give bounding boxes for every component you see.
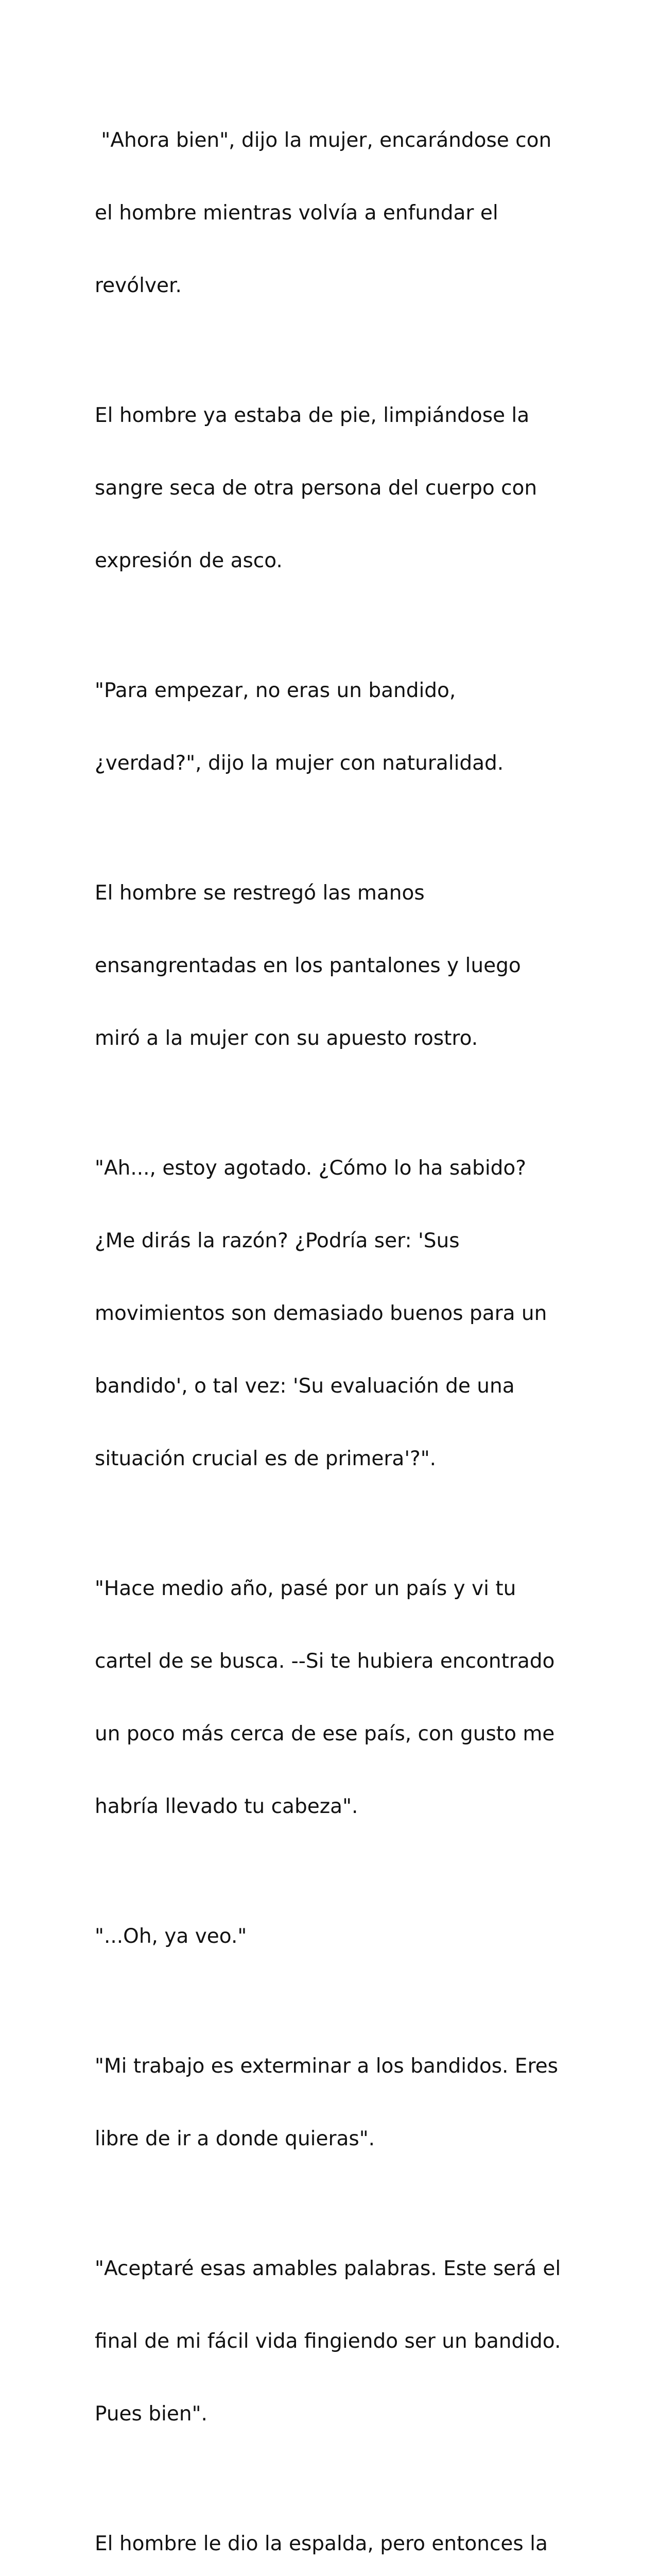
text-line: El hombre le dio la espalda, pero entonces la [95, 2532, 548, 2555]
paragraph [95, 2006, 574, 2199]
text-line: miró a la mujer con su apuesto rostro. [95, 1027, 478, 1050]
text-line: ensangrentadas en los pantalones y luego [95, 954, 521, 977]
text-line: libre de ir a donde quieras". [95, 2127, 375, 2150]
text-line: movimientos son demasiado buenos para un [95, 1302, 547, 1325]
text-line: revólver. [95, 274, 182, 297]
story-text [95, 80, 574, 2576]
text-line: habría llevado tu cabeza". [95, 1795, 358, 1818]
text-line: "...Oh, ya veo." [95, 1925, 247, 1948]
text-line: bandido', o tal vez: 'Su evaluación de una [95, 1375, 515, 1398]
text-line: final de mi fácil vida fingiendo ser un bandido. [95, 2330, 561, 2353]
paragraph [95, 1108, 574, 1519]
text-line: "Hace medio año, pasé por un país y vi tu [95, 1577, 516, 1600]
text-line: El hombre se restregó las manos [95, 882, 425, 905]
text-line: cartel de se busca. --Si te hubiera encontrado [95, 1650, 555, 1673]
paragraph [95, 630, 574, 824]
text-line: Pues bien". [95, 2402, 207, 2426]
text-line: el hombre mientras volvía a enfundar el [95, 201, 498, 225]
text-line: "Para empezar, no eras un bandido, [95, 679, 456, 702]
text-line: expresión de asco. [95, 549, 283, 572]
text-line: "Ah..., estoy agotado. ¿Cómo lo ha sabido? [95, 1157, 526, 1180]
text-line: "Aceptaré esas amables palabras. Este será el [95, 2257, 561, 2280]
text-line: "Mi trabajo es exterminar a los bandidos. Eres [95, 2055, 558, 2078]
text-line: un poco más cerca de ese país, con gusto me [95, 1722, 555, 1745]
text-line: ¿Me dirás la razón? ¿Podría ser: 'Sus [95, 1229, 460, 1252]
text-line: "Ahora bien", dijo la mujer, encarándose con [95, 129, 552, 152]
paragraph [95, 80, 574, 346]
text-line: El hombre ya estaba de pie, limpiándose la [95, 404, 530, 427]
text-line: ¿verdad?", dijo la mujer con naturalidad. [95, 752, 504, 775]
text-line: sangre seca de otra persona del cuerpo con [95, 477, 537, 500]
paragraph [95, 833, 574, 1099]
paragraph [95, 1528, 574, 1867]
text-line: situación crucial es de primera'?". [95, 1447, 437, 1470]
paragraph [95, 2483, 574, 2576]
paragraph [95, 1876, 574, 1997]
paragraph [95, 2208, 574, 2475]
paragraph [95, 355, 574, 621]
